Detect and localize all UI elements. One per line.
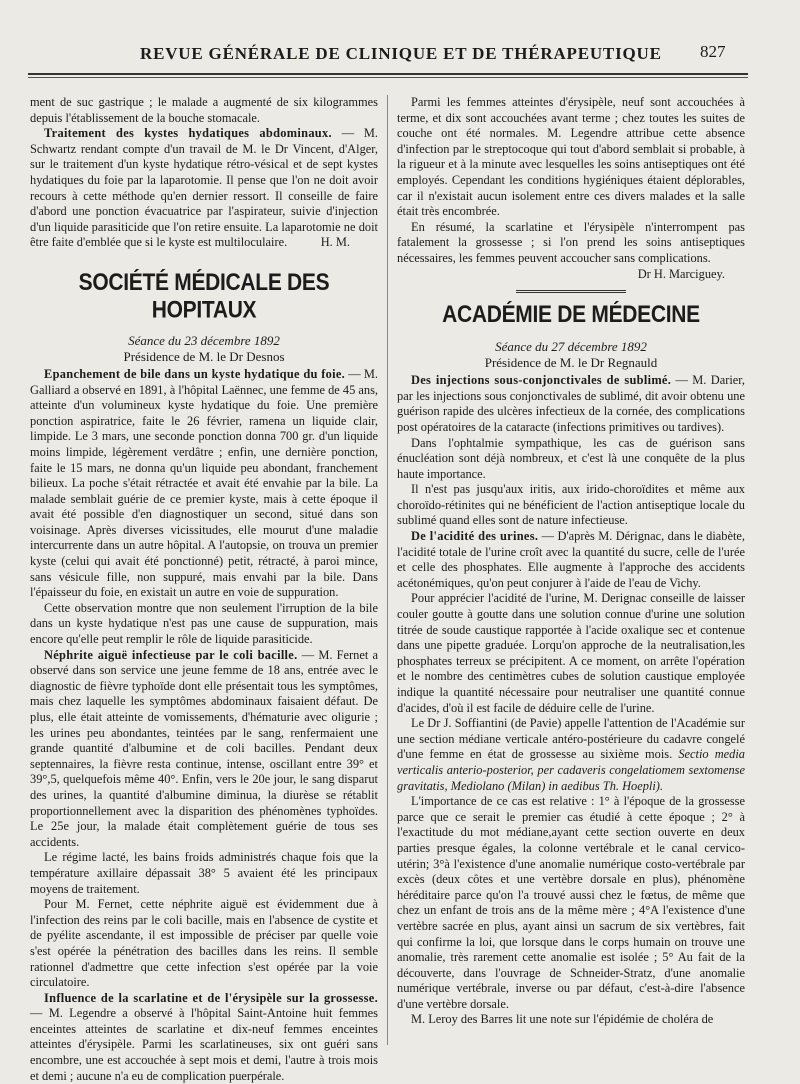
- seance-date: Séance du 23 décembre 1892: [128, 332, 280, 348]
- paragraph-text: Le Dr J. Soffiantini (de Pavie) appelle l'attention de l'Académie sur une section médiane verticale antéro-postérieure du cadavre congelé d'une femme en état de grossesse au sixième mois.: [397, 716, 745, 762]
- paragraph: Pour M. Fernet, cette néphrite aiguë est évidemment due à l'infection des reins par le coli bacille, mais en l'absence de cystite et de pyélite ascendante, il est impossible de préciser par quelle voie s'est opérée la pénétration des bacilles dans les reins. Il semble rationnel d'admettre que cette infection s'est opérée par la voie circulatoire.: [30, 897, 378, 990]
- page-header: [0, 40, 800, 70]
- header-rule: [28, 73, 748, 75]
- paragraph: Il n'est pas jusqu'aux iritis, aux irido-choroïdites et même aux choroïdo-rétinites qui ne bénéficient de l'action antiseptique locale du sublimé quand elles sont de nature infectieuse.: [397, 482, 745, 528]
- article-text: — M. Fernet a observé dans son service une jeune femme de 18 ans, entrée avec le diagnostic de fièvre typhoïde dont elle présentait tous les symptômes, mais chez laquelle les symptômes abdominaux faisaient défaut. De plus, elle était atteinte de vomissements, d'hématurie avec oligurie ; les urines peu abondantes, teintées par le sang, renfermaient une grande quantité d'albumine et de coli bacilles. Pendant deux septennaires, la fièvre resta continue, intense, oscillant entre 39° et 39°,5, quelquefois même 40°. Enfin, vers le 20e jour, le sang disparut des urines, la quantité d'albumine diminua, la diurèse se rétablit proportionnellement avec la disparition des phénomènes typhoïdes. Le 25e jour, la malade était complètement guérie de tous ses accidents.: [30, 647, 378, 849]
- article-title: Néphrite aiguë infectieuse par le coli bacille.: [44, 647, 298, 662]
- paragraph: En résumé, la scarlatine et l'érysipèle n'interrompent pas fatalement la grossesse ; si l'on prend les soins antiseptiques nécessaires, les femmes peuvent accoucher sans complications.: [397, 219, 745, 265]
- article-text: — M. Darier, par les injections sous conjonctivales de sublimé, dit avoir obtenu une guérison rapide des ulcères infectieux de la cornée, des complications post opératoires de la cataracte (infections primitives ou tardives).: [397, 373, 745, 434]
- article-title: De l'acidité des urines.: [411, 529, 539, 544]
- paragraph: Le régime lacté, les bains froids administrés chaque fois que la température axillaire dépassait 38° 5 avaient été les principaux moyens de traitement.: [30, 850, 378, 896]
- article-text: — M. Legendre a observé à l'hôpital Saint-Antoine huit femmes enceintes atteintes de scarlatine et dix-neuf femmes enceintes atteintes d'érysipèle. Parmi les scarlatineuses, six ont guéri sans encombre, une est accouchée à sept mois et demi, l'autre à trois mois et demi ; aucune n'a eu de complication puerpérale.: [30, 1006, 378, 1083]
- article-title: Influence de la scarlatine et de l'érysipèle sur la grossesse.: [44, 990, 378, 1005]
- section-separator: [516, 290, 626, 293]
- article-text: — D'après M. Dérignac, dans le diabète, l'acidité totale de l'urine croît avec la quantité du sucre, celle de l'urée et celle des phosphates. Elle augmente à l'approche des accidents acétonémiques, qu'on peut conjurer à l'aide de l'eau de Vichy.: [397, 529, 745, 590]
- article-text: — M. Galliard a observé en 1891, à l'hôpital Laënnec, une femme de 45 ans, atteinte d'un volumineux kyste hydatique du foie. Une première ponction aspiratrice, faite le 26 février, ramena un liquide clair, limpide. Le 3 mars, une seconde ponction donna 700 gr. d'un liquide moins limpide, légèrement verdâtre ; enfin, une dernière ponction, faite le 15 mars, ne donna qu'un liquide peu abondant, franchement bilieux. La poche s'était rétractée et avait été envahie par la bile. La malade semblait guérie de ce premier kyste, mais à cette époque il avait été possible d'en diagnostiquer un second, situé dans son voisinage. Après diverses vicissitudes, elle mourut d'une maladie intercurrente dans un autre hôpital. A l'autopsie, on trouva un premier kyste (celui qui avait été ponctionné) petit, rétracté, à paroi mince, sans vésicule fille, non suppuré, mais envahi par la bile. Dans l'épaisseur du foie, en existait un autre en voie de suppuration.: [30, 366, 379, 600]
- right-column: [397, 95, 745, 1028]
- paragraph: Parmi les femmes atteintes d'érysipèle, neuf sont accouchées à terme, et dix sont accouchées avant terme ; chez toutes les suites de couche ont été normales. M. Legendre attribue cette absence d'infection par le streptocoque qui tout d'abord semblait si probable, à la rigueur et à la minute avec lesquelles les soins antiseptiques ont été employés. Cependant les conditions hygiéniques étaient déplorables, car il n'existait aucun isolement entre ces divers malades et la salle était très encombrée.: [397, 95, 745, 219]
- column-divider: [387, 95, 388, 1045]
- presidence: Présidence de M. le Dr Desnos: [123, 348, 285, 364]
- author-signature: Dr H. Marciguey.: [637, 266, 725, 281]
- article-kystes: [30, 126, 378, 251]
- article-injections: [397, 373, 745, 435]
- latin-title: Sectio media verticalis anterio-posterior, per cadaveris congelatiomem sextomense gravitatis, Mediolano (Milan) in aedibus Th. Hoepli).: [397, 747, 745, 793]
- seance-date: Séance du 27 décembre 1892: [495, 339, 647, 355]
- article-title: Des injections sous-conjonctivales de sublimé.: [411, 373, 672, 388]
- paragraph: Cette observation montre que non seulement l'irruption de la bile dans un kyste hydatique n'est pas une cause de suppuration, mais encore qu'elle peut remplir le rôle de liquide parasiticide.: [30, 600, 378, 647]
- paragraph: Dans l'ophtalmie sympathique, les cas de guérison sans énucléation sont déjà nombreux, et c'est là une conquête de la plus haute importance.: [397, 435, 745, 481]
- section-title-academie: ACADÉMIE DE MÉDECINE: [442, 301, 700, 328]
- article-bile: [30, 367, 378, 601]
- article-scarlatine: [30, 991, 378, 1084]
- section-title-societe: SOCIÉTÉ MÉDICALE DES HOPITAUX: [78, 269, 330, 324]
- paragraph: L'importance de ce cas est relative : 1° à l'époque de la grossesse parce que ce serait le premier cas étudié à cette époque ; 2° à l'exactitude du mot médiane,ayant cette section ouverte en deux parties presque égales, la colonne vertébrale et le canal cervico-utérin; 3°à l'existence d'une anomalie numérique costo-vertébrale par excès (deux côtes et une vertèbre dorsale en plus), phénomène héréditaire parce qu'on l'a trouvé aussi chez le fœtus, de même que chez un enfant de trois ans de la même mère ; 4°A l'existence d'une vertèbre sacrée en plus, ayant ainsi un sacrum de six vertèbres, fait qui confirme la loi, que lorsque dans le corps humain on trouve une anomalie, très rarement cette anomalie est isolée ; 5° Au fait de la découverte, dans l'ouvrage de Schneider-Stratz, d'une anomalie numérique vertébrale, inverse ou par défaut, c'est-à-dire l'absence d'une vertèbre dorsale.: [397, 794, 745, 1011]
- paragraph-soffiantini: [397, 716, 745, 794]
- presidence: Présidence de M. le Dr Regnauld: [484, 355, 658, 371]
- paragraph: M. Leroy des Barres lit une note sur l'épidémie de choléra de: [411, 1012, 714, 1027]
- article-text: — M. Schwartz rendant compte d'un travail de M. le Dr Vincent, d'Alger, sur le traitement d'un kyste hydatique rétro-vésical et de sept kystes hydatiques du foie par la laparotomie. Il pense que l'on ne doit avoir recours à cette méthode qu'en dernier ressort. Il conseille de faire d'abord une ponction évacuatrice par l'aspirateur, suivie d'injection d'un liquide parasiticide que l'on retire ensuite. La laparotomie ne doit être faite d'emblée que si le kyste est multiloculaire.: [30, 126, 378, 250]
- author-initials: H. M.: [320, 235, 350, 250]
- article-title: Epanchement de bile dans un kyste hydatique du foie.: [44, 366, 346, 381]
- article-nephrite: [30, 648, 378, 851]
- article-acidite: [397, 529, 745, 591]
- paragraph: Pour apprécier l'acidité de l'urine, M. Derignac conseille de laisser couler goutte à goutte dans une solution connue d'urine une solution titrée de soude caustique rapportée à l'acide oxalique sec et contenue dans une pipette graduée. Lorqu'on approche de la neutralisation,les phosphates terreux se précipitent. A ce moment, on arrête l'opération et le nombre des centimètres cubes de solution caustique employée indique la quantité nécessaire pour neutraliser une quantité connue d'acides, d'où il est facile de déduire celle de l'urine.: [397, 591, 745, 715]
- header-rule-thin: [28, 77, 748, 78]
- left-column: [30, 95, 378, 1084]
- page-number: 827: [700, 42, 726, 61]
- paragraph: ment de suc gastrique ; le malade a augmenté de six kilogrammes depuis l'établissement de la bouche stomacale.: [30, 95, 378, 125]
- article-title: Traitement des kystes hydatiques abdominaux.: [44, 126, 332, 141]
- running-title: REVUE GÉNÉRALE DE CLINIQUE ET DE THÉRAPEUTIQUE: [140, 44, 662, 63]
